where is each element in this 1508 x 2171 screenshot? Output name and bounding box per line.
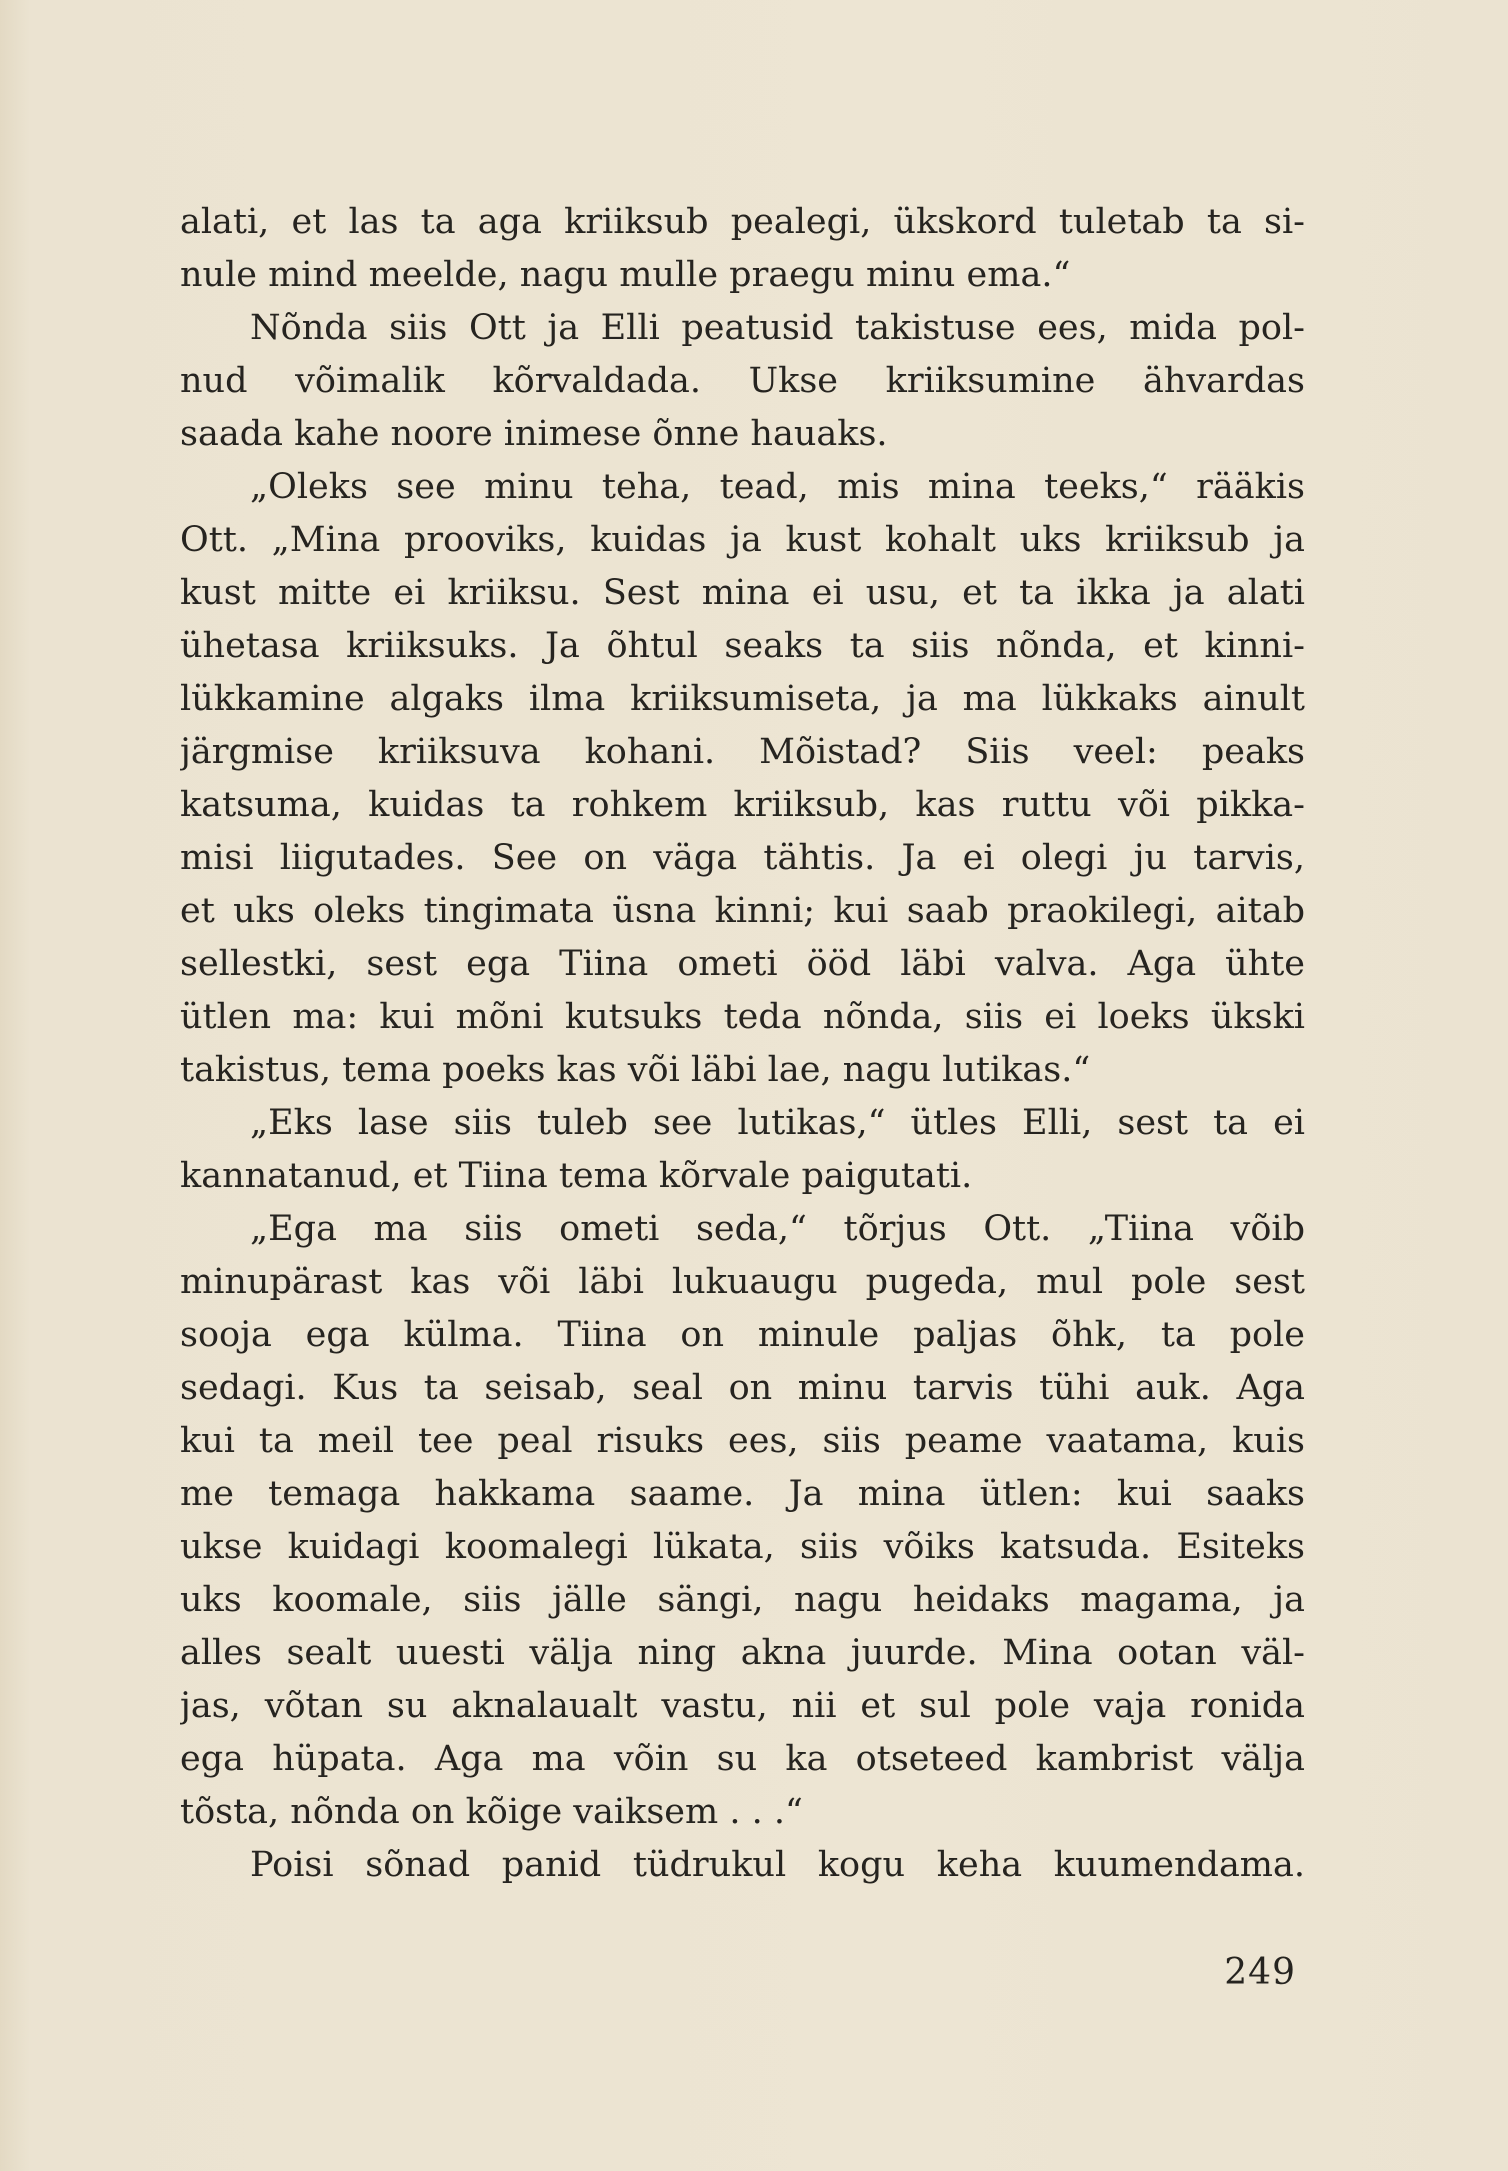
text-line: ega hüpata. Aga ma võin su ka otseteed kambrist välja — [180, 1739, 1305, 1779]
text-line: ütlen ma: kui mõni kutsuks teda nõnda, siis ei loeks ükski — [180, 997, 1305, 1037]
text-line: alati, et las ta aga kriiksub pealegi, ükskord tuletab ta si- — [180, 202, 1305, 242]
text-line: „Oleks see minu teha, tead, mis mina teeks,“ rääkis — [250, 467, 1305, 507]
text-line: „Ega ma siis ometi seda,“ tõrjus Ott. „Tiina võib — [250, 1209, 1305, 1249]
text-line: kui ta meil tee peal risuks ees, siis peame vaatama, kuis — [180, 1421, 1305, 1461]
text-line: „Eks lase siis tuleb see lutikas,“ ütles Elli, sest ta ei — [250, 1103, 1305, 1143]
text-line: kannatanud, et Tiina tema kõrvale paigutati. — [180, 1156, 973, 1196]
text-line: Nõnda siis Ott ja Elli peatusid takistuse ees, mida pol- — [250, 308, 1305, 348]
text-line: tõsta, nõnda on kõige vaiksem . . .“ — [180, 1792, 803, 1832]
body-text — [180, 196, 1305, 1892]
text-line: Poisi sõnad panid tüdrukul kogu keha kuumendama. — [250, 1845, 1305, 1885]
text-line: sellestki, sest ega Tiina ometi ööd läbi valva. Aga ühte — [180, 944, 1305, 984]
text-line: kust mitte ei kriiksu. Sest mina ei usu, et ta ikka ja alati — [180, 573, 1305, 613]
text-line: jas, võtan su aknalaualt vastu, nii et sul pole vaja ronida — [180, 1686, 1305, 1726]
text-line: sedagi. Kus ta seisab, seal on minu tarvis tühi auk. Aga — [180, 1368, 1305, 1408]
text-line: Ott. „Mina prooviks, kuidas ja kust kohalt uks kriiksub ja — [180, 520, 1305, 560]
text-line: nud võimalik kõrvaldada. Ukse kriiksumine ähvardas — [180, 361, 1305, 401]
text-line: järgmise kriiksuva kohani. Mõistad? Siis veel: peaks — [180, 732, 1305, 772]
text-line: et uks oleks tingimata üsna kinni; kui saab praokilegi, aitab — [180, 891, 1305, 931]
text-line: uks koomale, siis jälle sängi, nagu heidaks magama, ja — [180, 1580, 1305, 1620]
text-line: nule mind meelde, nagu mulle praegu minu ema.“ — [180, 255, 1071, 295]
text-line: saada kahe noore inimese õnne hauaks. — [180, 414, 888, 454]
text-line: takistus, tema poeks kas või läbi lae, nagu lutikas.“ — [180, 1050, 1091, 1090]
text-line: alles sealt uuesti välja ning akna juurde. Mina ootan väl- — [180, 1633, 1305, 1673]
text-line: ukse kuidagi koomalegi lükata, siis võiks katsuda. Esiteks — [180, 1527, 1305, 1567]
text-line: me temaga hakkama saame. Ja mina ütlen: kui saaks — [180, 1474, 1305, 1514]
text-line: sooja ega külma. Tiina on minule paljas õhk, ta pole — [180, 1315, 1305, 1355]
text-line: minupärast kas või läbi lukuaugu pugeda, mul pole sest — [180, 1262, 1305, 1302]
page-number: 249 — [1224, 1952, 1296, 1993]
text-line: lükkamine algaks ilma kriiksumiseta, ja ma lükkaks ainult — [180, 679, 1305, 719]
text-line: katsuma, kuidas ta rohkem kriiksub, kas ruttu või pikka- — [180, 785, 1305, 825]
text-line: ühetasa kriiksuks. Ja õhtul seaks ta siis nõnda, et kinni- — [180, 626, 1305, 666]
text-line: misi liigutades. See on väga tähtis. Ja ei olegi ju tarvis, — [180, 838, 1305, 878]
